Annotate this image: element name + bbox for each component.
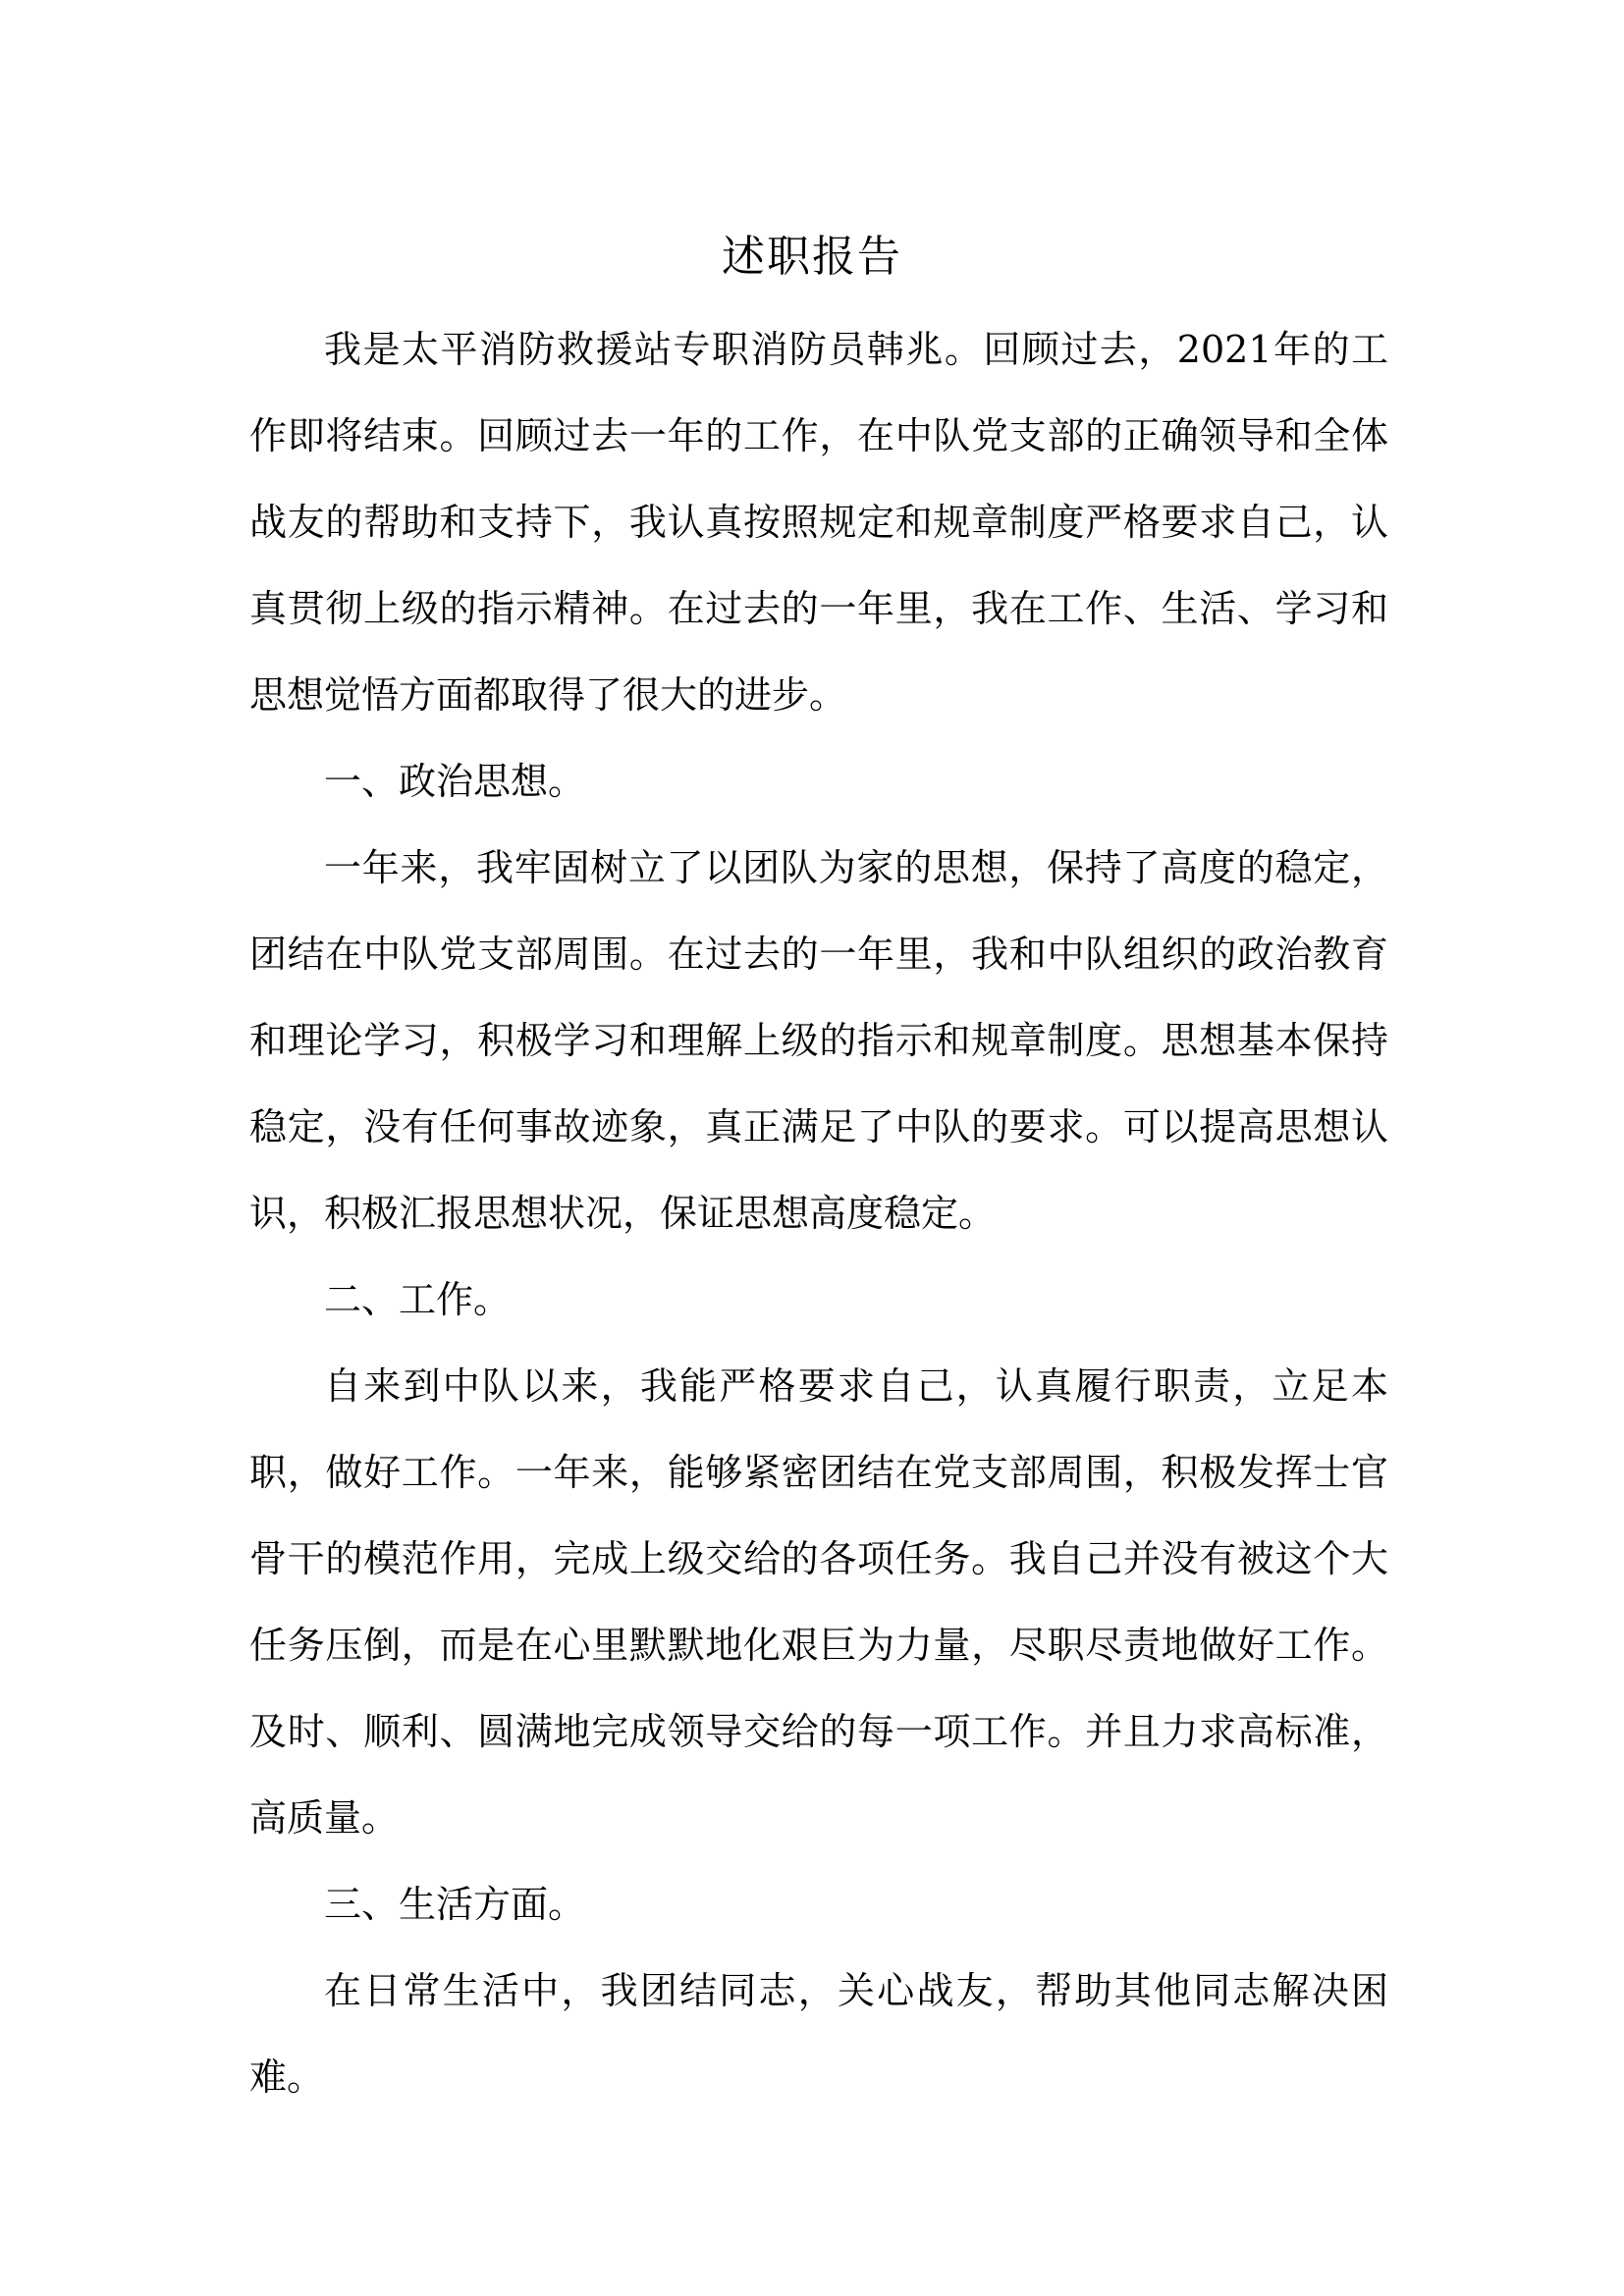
- heading-political-thought: 一、政治思想。: [324, 760, 586, 803]
- paragraph-work: 自来到中队以来，我能严格要求自己，认真履行职责，立足本职，做好工作。一年来，能够紧密团结在党支部周围，积极发挥士官骨干的模范作用，完成上级交给的各项任务。我自己并没有被这个大任务压倒，而是在心里默默地化艰巨为力量，尽职尽责地做好工作。及时、顺利、圆满地完成领导交给的每一项工作。并且力求高标准，高质量。: [249, 1364, 1388, 1840]
- paragraph-intro: 我是太平消防救援站专职消防员韩兆。回顾过去，2021年的工作即将结束。回顾过去一年的工作，在中队党支部的正确领导和全体战友的帮助和支持下，我认真按照规定和规章制度严格要求自己，认真贯彻上级的指示精神。在过去的一年里，我在工作、生活、学习和思想觉悟方面都取得了很大的进步。: [249, 328, 1388, 717]
- heading-work: 二、工作。: [324, 1278, 512, 1321]
- heading-life: 三、生活方面。: [324, 1883, 586, 1926]
- paragraph-life: 在日常生活中，我团结同志，关心战友，帮助其他同志解决困难。: [249, 1969, 1388, 2099]
- page-title: 述职报告: [722, 232, 902, 282]
- document-body: [249, 306, 1388, 2120]
- paragraph-political-thought: 一年来，我牢固树立了以团队为家的思想，保持了高度的稳定，团结在中队党支部周围。在过去的一年里，我和中队组织的政治教育和理论学习，积极学习和理解上级的指示和规章制度。思想基本保持稳定，没有任何事故迹象，真正满足了中队的要求。可以提高思想认识，积极汇报思想状况，保证思想高度稳定。: [249, 846, 1388, 1235]
